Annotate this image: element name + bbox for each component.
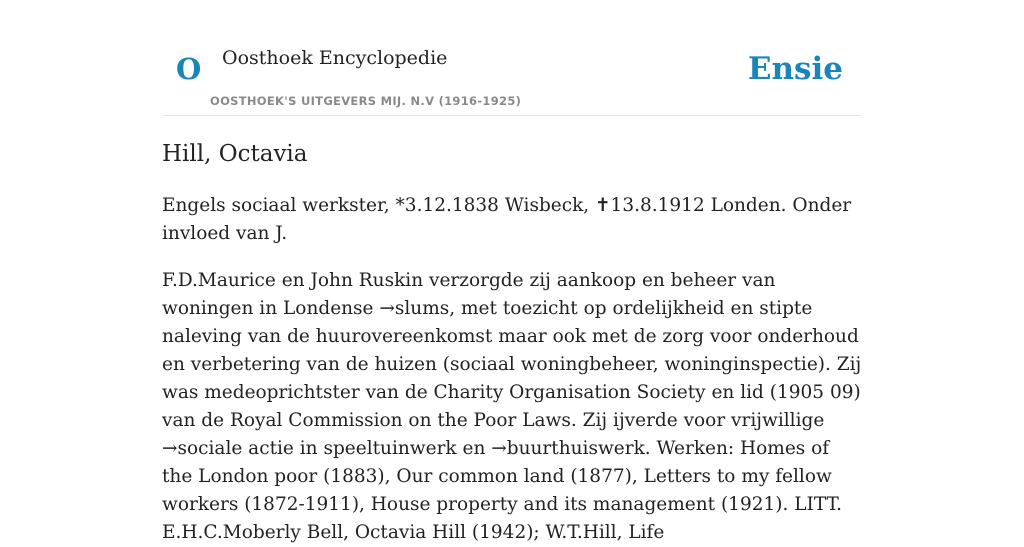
publisher-label: OOSTHOEK'S UITGEVERS MIJ. N.V (1916-1925) <box>210 94 522 108</box>
article-paragraph-1: Engels sociaal werkster, *3.12.1838 Wisbeck, ✝13.8.1912 Londen. Onder invloed van J. <box>162 195 852 244</box>
article-title: Hill, Octavia <box>162 141 308 167</box>
article-paragraph-2: F.D.Maurice en John Ruskin verzorgde zij aankoop en beheer van woningen in Londense →slums, met toezicht op ordelijkheid en stipte naleving van de huurovereenkomst maar ook met de zorg voor onderhoud en verbetering van de huizen (sociaal woningbeheer, woninginspectie). Zij was medeoprichtster van de Charity Organisation Society en lid (1905 09) van de Royal Commission on the Poor Laws. Zij ijverde voor vrijwillige →sociale actie in speeltuinwerk en →buurthuiswerk. Werken: Homes of the London poor (1883), Our common land (1877), Letters to my fellow workers (1872-1911), House property and its management (1921). LITT. E.H.C.Moberly Bell, Octavia Hill (1942); W.T.Hill, Life <box>162 270 862 543</box>
source-header <box>162 0 862 116</box>
source-logo[interactable]: O <box>176 52 202 86</box>
content-container <box>162 0 862 543</box>
ensie-brand-logo[interactable]: Ensie <box>747 51 843 87</box>
source-title-link[interactable]: Oosthoek Encyclopedie <box>222 47 448 69</box>
